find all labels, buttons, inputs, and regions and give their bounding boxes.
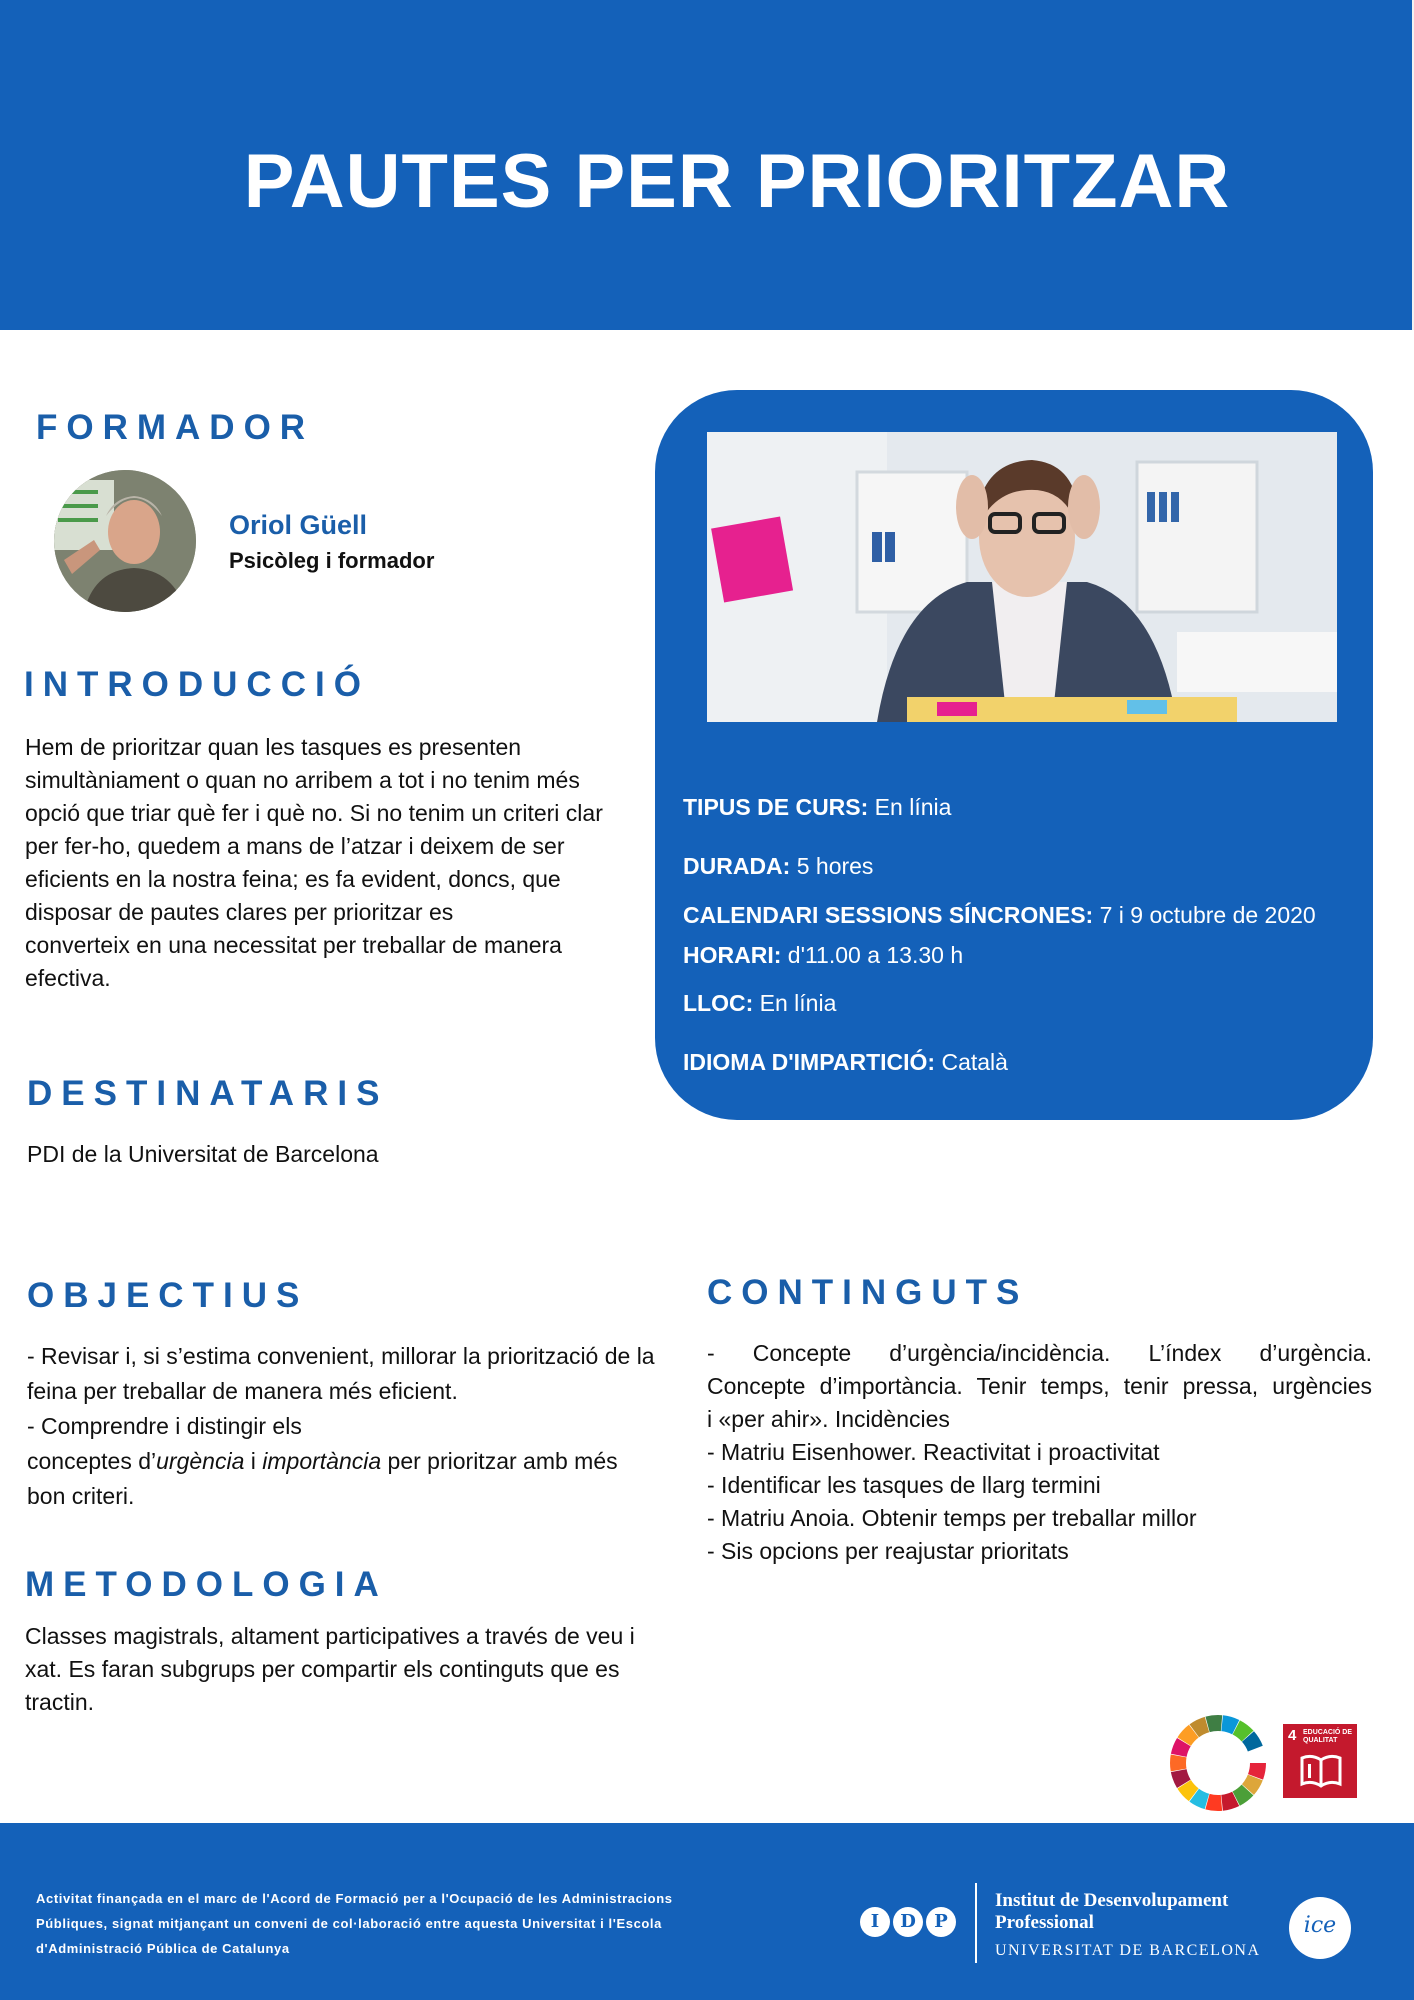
objectives-line <box>27 1444 677 1479</box>
course-language-value: Català <box>935 1049 1008 1075</box>
objectives-importance-term: importància <box>262 1448 382 1474</box>
contents-line: Concepte d’importància. Tenir temps, tenir pressa, urgències <box>707 1373 1372 1399</box>
course-duration-value: 5 hores <box>790 853 874 879</box>
course-place-value: En línia <box>753 990 837 1016</box>
objectives-text-part: per prioritzar amb més <box>381 1448 618 1474</box>
funding-line: Públiques, signat mitjançant un conveni de col·laboració entre aquesta Universitat i l'Escola <box>36 1916 662 1931</box>
audience-heading: DESTINATARIS <box>27 1074 389 1113</box>
trainer-name: Oriol Güell <box>229 510 368 540</box>
trainer-role: Psicòleg i formador <box>229 548 435 573</box>
audience-text: PDI de la Universitat de Barcelona <box>27 1141 379 1167</box>
open-book-icon <box>1300 1752 1342 1788</box>
course-place <box>683 990 836 1017</box>
objectives-line: - Revisar i, si s’estima convenient, millorar la priorització de la <box>27 1343 655 1369</box>
contents-item: - Matriu Eisenhower. Reactivitat i proactivitat <box>707 1439 1160 1465</box>
objectives-heading: OBJECTIUS <box>27 1276 309 1315</box>
objectives-text <box>27 1339 677 1514</box>
page-title: PAUTES PER PRIORITZAR <box>243 139 1231 224</box>
methodology-line: xat. Es faran subgrups per compartir els continguts que es <box>25 1656 620 1682</box>
contents-text <box>707 1337 1372 1568</box>
sdg-goal-4-badge <box>1283 1724 1357 1798</box>
course-calendar-label: CALENDARI SESSIONS SÍNCRONES: <box>683 902 1094 928</box>
trainer-heading: FORMADOR <box>36 408 315 447</box>
introduction-line: opció que triar què fer i què no. Si no tenim un criteri clar <box>25 800 603 826</box>
course-duration-label: DURADA: <box>683 853 791 879</box>
institute-line: Professional <box>995 1912 1094 1933</box>
trainer-avatar <box>54 470 196 612</box>
contents-item: - Sis opcions per reajustar prioritats <box>707 1538 1069 1564</box>
introduction-line: simultàniament o quan no arribem a tot i no tenim més <box>25 767 580 793</box>
objectives-line: bon criteri. <box>27 1483 135 1509</box>
sdg-wheel-icon <box>1168 1713 1268 1813</box>
course-duration <box>683 853 873 880</box>
course-calendar-value: 7 i 9 octubre de 2020 <box>1093 902 1316 928</box>
course-schedule-label: HORARI: <box>683 942 782 968</box>
course-type-label: TIPUS DE CURS: <box>683 794 869 820</box>
methodology-text <box>25 1620 665 1719</box>
introduction-line: converteix en una necessitat per treballar de manera <box>25 932 562 958</box>
institute-line: Institut de Desenvolupament <box>995 1890 1229 1911</box>
objectives-line: feina per treballar de manera més eficient. <box>27 1378 458 1404</box>
sdg-goal-text: EDUCACIÓ DE QUALITAT <box>1303 1729 1353 1744</box>
footer-divider <box>975 1883 977 1963</box>
introduction-line: efectiva. <box>25 965 111 991</box>
contents-line: i «per ahir». Incidències <box>707 1406 950 1432</box>
ice-logo: ice <box>1289 1897 1351 1959</box>
course-type-value: En línia <box>868 794 952 820</box>
objectives-urgency-term: urgència <box>156 1448 245 1474</box>
contents-item: - Identificar les tasques de llarg termini <box>707 1472 1101 1498</box>
objectives-text-part: i <box>244 1448 263 1474</box>
introduction-line: per fer-ho, quedem a mans de l’atzar i deixem de ser <box>25 833 565 859</box>
introduction-line: eficients en la nostra feina; es fa evident, doncs, que <box>25 866 561 892</box>
idp-logo-letter: P <box>926 1907 956 1937</box>
introduction-line: disposar de pautes clares per prioritzar es <box>25 899 454 925</box>
stressed-woman-photo <box>707 432 1337 722</box>
introduction-heading: INTRODUCCIÓ <box>24 665 370 704</box>
methodology-line: Classes magistrals, altament participatives a través de veu i <box>25 1623 635 1649</box>
methodology-heading: METODOLOGIA <box>25 1565 388 1604</box>
course-schedule <box>683 942 963 969</box>
contents-item: - Matriu Anoia. Obtenir temps per treballar millor <box>707 1505 1197 1531</box>
funding-line: d'Administració Pública de Catalunya <box>36 1941 290 1956</box>
course-language <box>683 1049 1008 1076</box>
idp-logo-letter: I <box>860 1907 890 1937</box>
funding-line: Activitat finançada en el marc de l'Acord de Formació per a l'Ocupació de les Administracions <box>36 1891 673 1906</box>
idp-logo-letter: D <box>893 1907 923 1937</box>
university-name: UNIVERSITAT DE BARCELONA <box>995 1942 1261 1959</box>
methodology-line: tractin. <box>25 1689 95 1715</box>
course-calendar <box>683 902 1316 929</box>
sdg-goal-number: 4 <box>1288 1727 1297 1744</box>
course-place-label: LLOC: <box>683 990 754 1016</box>
course-type <box>683 794 951 821</box>
contents-line: - Concepte d’urgència/incidència. L’índex d’urgència. <box>707 1340 1372 1366</box>
course-language-label: IDIOMA D'IMPARTICIÓ: <box>683 1049 936 1075</box>
contents-heading: CONTINGUTS <box>707 1273 1029 1312</box>
institute-name <box>995 1890 1261 1962</box>
objectives-text-part: conceptes d’ <box>27 1448 157 1474</box>
objectives-line: - Comprendre i distingir els <box>27 1413 302 1439</box>
introduction-line: Hem de prioritzar quan les tasques es presenten <box>25 734 522 760</box>
course-schedule-value: d'11.00 a 13.30 h <box>781 942 964 968</box>
funding-notice <box>36 1886 736 1961</box>
introduction-text <box>25 731 645 995</box>
